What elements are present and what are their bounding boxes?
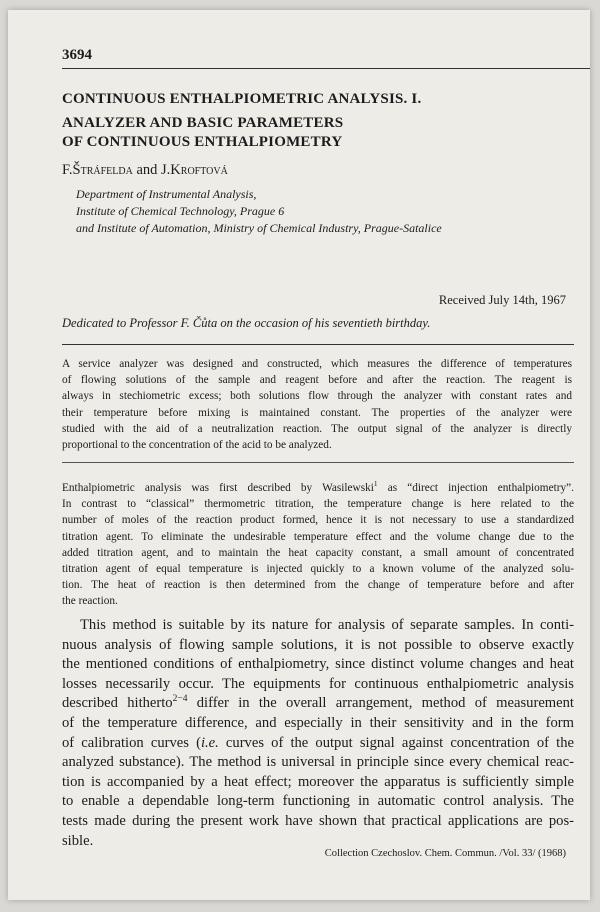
author-2-initial: J. xyxy=(161,162,171,178)
author-1-surname: Štráfelda xyxy=(72,162,133,178)
authors-conjunction: and xyxy=(132,162,162,178)
body-text: differ in the overall arrangement, method of measurement xyxy=(187,695,574,712)
body-text: described hitherto xyxy=(62,695,173,712)
affiliation xyxy=(76,186,576,237)
affiliation-line: Institute of Chemical Technology, Prague 6 xyxy=(76,204,285,218)
page-number: 3694 xyxy=(62,47,92,63)
body-line xyxy=(62,734,574,754)
abstract-line: always in stechiometric excess; both solutions flow through the analyzer with constant rates and xyxy=(62,390,572,403)
intro-line xyxy=(62,480,574,496)
author-2-surname: Kroftová xyxy=(170,162,228,178)
intro-line: titration agent of equal temperature is injected quickly to a known volume of the analyzed solu- xyxy=(62,563,574,576)
body-line: nuous analysis of flowing sample solutions, it is not possible to observe exactly xyxy=(62,636,574,653)
abstract xyxy=(62,356,572,453)
intro-text: Enthalpiometric analysis was first described by Wasilewski xyxy=(62,482,374,494)
header-rule xyxy=(62,68,590,69)
body-text: of calibration curves ( xyxy=(62,734,201,751)
reference-superscript: 2−4 xyxy=(172,694,188,705)
intro-paragraph xyxy=(62,480,574,610)
abstract-line: studied with the aid of a neutralization reaction. The output signal of the analyzer is directly xyxy=(62,422,572,435)
body-line: tests made during the present work have shown that practical applications are pos- xyxy=(62,812,574,829)
intro-line: In contrast to “classical” thermometric titration, the temperature change is here related to the xyxy=(62,498,574,511)
journal-page xyxy=(8,10,590,900)
intro-text: as “direct injection enthalpiometry”. xyxy=(377,482,574,494)
intro-line: tion. The heat of reaction is then determined from the change of temperature before and after xyxy=(62,579,574,592)
body-line: tion is accompanied by a heat effect; moreover the apparatus is sufficiently simple xyxy=(62,773,574,790)
body-line: sible. xyxy=(62,832,94,849)
body-line: to enable a dependable long-term functioning in automatic control analysis. The xyxy=(62,793,574,810)
intro-line: added titration agent, and to maintain the heat capacity constant, a small amount of concentrated xyxy=(62,546,574,559)
reference-superscript: 1 xyxy=(373,479,378,489)
body-line xyxy=(62,694,574,714)
intro-line: number of moles of the reaction product formed, hence it is not necessary to use a standardized xyxy=(62,514,574,527)
body-line: the mentioned conditions of enthalpiometry, since distinct volume changes and heat xyxy=(62,656,574,673)
body-text-italic: i.e. xyxy=(200,734,219,751)
body-line: of the temperature difference, and especially in their sensitivity and in the form xyxy=(62,714,574,731)
author-1-initial: F. xyxy=(62,162,73,178)
received-date: Received July 14th, 1967 xyxy=(438,293,566,307)
affiliation-line: and Institute of Automation, Ministry of Chemical Industry, Prague-Satalice xyxy=(76,221,442,235)
body-line: analyzed substance). The method is universal in principle since every chemical reac- xyxy=(62,754,574,771)
abstract-line: their temperature before mixing is maintained constant. The properties of the analyzer were xyxy=(62,406,572,419)
title-line-1: CONTINUOUS ENTHALPIOMETRIC ANALYSIS. I. xyxy=(62,91,422,107)
abstract-line: A service analyzer was designed and constructed, which measures the difference of temperatures xyxy=(62,358,572,370)
journal-footer: Collection Czechoslov. Chem. Commun. /Vol. 33/ (1968) xyxy=(324,848,566,859)
authors xyxy=(62,162,228,179)
body-line: This method is suitable by its nature for analysis of separate samples. In conti- xyxy=(80,617,574,633)
intro-line: the reaction. xyxy=(62,595,118,608)
body-text: curves of the output signal against concentration of the xyxy=(218,734,575,751)
abstract-bottom-rule xyxy=(62,462,574,463)
body-paragraph xyxy=(62,616,574,851)
title-line-3: OF CONTINUOUS ENTHALPIOMETRY xyxy=(62,134,343,150)
abstract-line: of flowing solutions of the sample and reagent before and after the reaction. The reagent is xyxy=(62,374,572,387)
title-line-2: ANALYZER AND BASIC PARAMETERS xyxy=(62,115,344,131)
intro-line: titration agent. To eliminate the undesirable temperature effect and the volume change due to the xyxy=(62,530,574,543)
abstract-top-rule xyxy=(62,344,574,345)
abstract-line: proportional to the concentration of the acid to be analyzed. xyxy=(62,439,332,452)
affiliation-line: Department of Instrumental Analysis, xyxy=(76,187,257,201)
body-line: losses necessarily occur. The equipments for continuous enthalpiometric analysis xyxy=(62,675,574,692)
dedication: Dedicated to Professor F. Čůta on the occasion of his seventieth birthday. xyxy=(62,316,431,330)
